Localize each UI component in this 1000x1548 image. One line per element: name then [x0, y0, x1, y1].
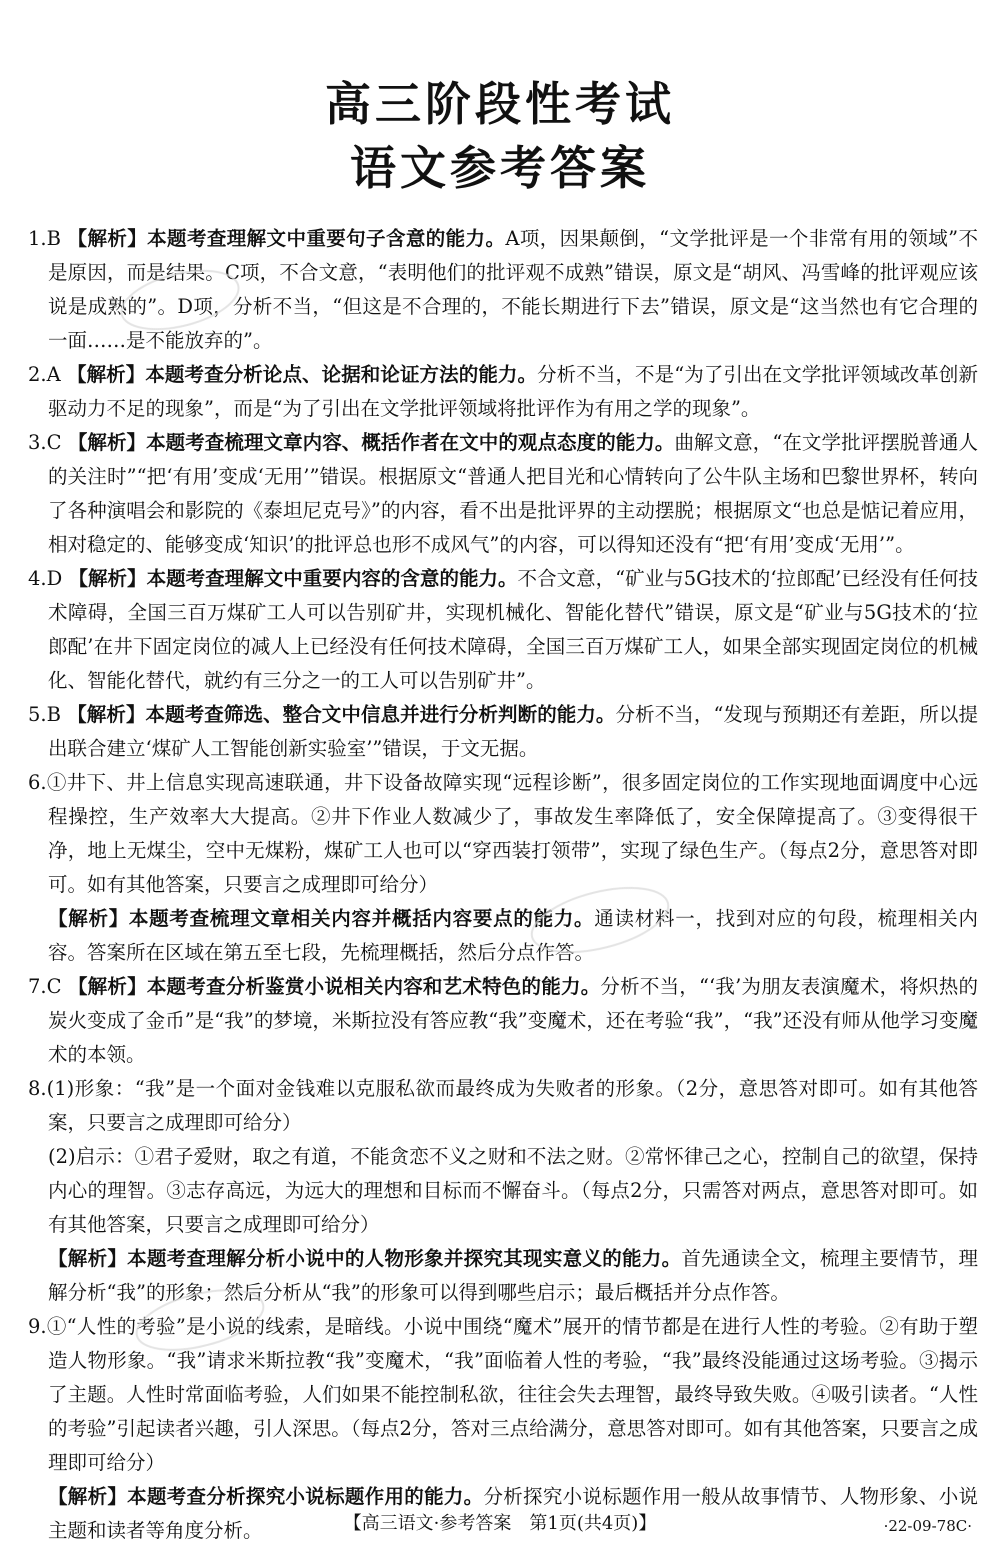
analysis-text: 曲解文意，“在文学批评摆脱普通人的关注时”“把‘有用’变成‘无用’”错误。根据原文“普通人把目光和心情转向了公牛队主场和巴黎世界杯，转向了各种演唱会和影院的《泰坦尼克号》”的内容，看不出是批评界的主动摆脱；根据原文“也总是惦记着应用，相对稳定的、能够变成‘知识’的批评总也形不成风气”的内容，可以得知还没有“把‘有用’变成‘无用’”。 — [48, 431, 978, 556]
analysis-block-8 — [28, 1242, 978, 1310]
answer-item-3 — [28, 426, 978, 562]
answer-item-5 — [28, 698, 978, 766]
question-number: 1.B — [28, 227, 61, 250]
analysis-text: 不合文意，“矿业与5G技术的‘拉郎配’已经没有任何技术障碍，全国三百万煤矿工人可以告别矿井，实现机械化、智能化替代”错误，原文是“矿业与5G技术的‘拉郎配’在井下固定岗位的减人上已经没有任何技术障碍，全国三百万煤矿工人，如果全部实现固定岗位的机械化、智能化替代，就约有三分之一的工人可以告别矿井”。 — [48, 567, 978, 692]
answer-part-1: (1)形象：“我”是一个面对金钱难以克服私欲而最终成为失败者的形象。（2分，意思答对即可。如有其他答案，只要言之成理即可给分） — [46, 1077, 978, 1134]
page-footer: 【高三语文·参考答案 第1页(共4页)】 — [343, 1513, 657, 1534]
analysis-heading: 【解析】本题考查筛选、整合文中信息并进行分析判断的能力。 — [67, 703, 616, 726]
question-number: 7.C — [28, 975, 62, 998]
analysis-text: 首先通读全文，梳理主要情节，理解分析“我”的形象；然后分析从“我”的形象可以得到哪些启示；最后概括并分点作答。 — [48, 1247, 978, 1304]
question-number: 6. — [28, 771, 47, 794]
analysis-heading: 【解析】本题考查分析论点、论据和论证方法的能力。 — [66, 363, 538, 386]
answer-item-7 — [28, 970, 978, 1072]
analysis-heading: 【解析】本题考查分析鉴赏小说相关内容和艺术特色的能力。 — [67, 975, 601, 998]
answer-item-9 — [28, 1310, 978, 1480]
analysis-text: 分析探究小说标题作用一般从故事情节、人物形象、小说主题和读者等角度分析。 — [48, 1485, 978, 1542]
answer-part-2-block — [28, 1140, 978, 1242]
page-title: 高三阶段性考试 — [325, 77, 675, 131]
analysis-text: 分析不当，“‘我’为朋友表演魔术，将炽热的炭火变成了金币”是“我”的梦境，米斯拉没有答应教“我”变魔术，还在考验“我”，“我”还没有师从他学习变魔术的本领。 — [48, 975, 978, 1066]
analysis-heading: 【解析】本题考查理解文中重要内容的含意的能力。 — [68, 567, 518, 590]
question-number: 5.B — [28, 703, 61, 726]
question-number: 9. — [28, 1315, 47, 1338]
answer-text: ①“人性的考验”是小说的线索，是暗线。小说中围绕“魔术”展开的情节都是在进行人性的考验。②有助于塑造人物形象。“我”请求米斯拉教“我”变魔术，“我”面临着人性的考验，“我”最终没能通过这场考验。③揭示了主题。人性时常面临考验，人们如果不能控制私欲，往往会失去理智，最终导致失败。④吸引读者。“人性的考验”引起读者兴趣，引人深思。（每点2分，答对三点给满分，意思答对即可。如有其他答案，只要言之成理即可给分） — [46, 1315, 978, 1474]
analysis-heading: 【解析】本题考查梳理文章内容、概括作者在文中的观点态度的能力。 — [67, 431, 675, 454]
question-number: 4.D — [28, 567, 63, 590]
answer-item-4 — [28, 562, 978, 698]
analysis-text: 通读材料一，找到对应的句段，梳理相关内容。答案所在区域在第五至七段，先梳理概括，然后分点作答。 — [48, 907, 978, 964]
answer-part-2: (2)启示：①君子爱财，取之有道，不能贪恋不义之财和不法之财。②常怀律己之心，控制自己的欲望，保持内心的理智。③志存高远，为远大的理想和目标而不懈奋斗。（每点2分，只需答对两点，意思答对即可。如有其他答案，只要言之成理即可给分） — [48, 1145, 978, 1236]
answer-item-8 — [28, 1072, 978, 1140]
answers-body — [28, 222, 978, 1548]
exam-code: ·22-09-78C· — [883, 1517, 972, 1535]
question-number: 2.A — [28, 363, 61, 386]
answer-item-6 — [28, 766, 978, 902]
answer-item-2 — [28, 358, 978, 426]
analysis-block-6 — [28, 902, 978, 970]
analysis-heading: 【解析】本题考查分析探究小说标题作用的能力。 — [48, 1485, 484, 1508]
answer-text: ①井下、井上信息实现高速联通，井下设备故障实现“远程诊断”，很多固定岗位的工作实现地面调度中心远程操控，生产效率大大提高。②井下作业人数减少了，事故发生率降低了，安全保障提高了。③变得很干净，地上无煤尘，空中无煤粉，煤矿工人也可以“穿西装打领带”，实现了绿色生产。（每点2分，意思答对即可。如有其他答案，只要言之成理即可给分） — [46, 771, 978, 896]
question-number: 3.C — [28, 431, 62, 454]
analysis-text: 分析不当，不是“为了引出在文学批评领域改革创新驱动力不足的现象”，而是“为了引出在文学批评领域将批评作为有用之学的现象”。 — [48, 363, 978, 420]
question-number: 8. — [28, 1077, 47, 1100]
analysis-text: 分析不当，“发现与预期还有差距，所以提出联合建立‘煤矿人工智能创新实验室’”错误，于文无据。 — [48, 703, 978, 760]
analysis-heading: 【解析】本题考查理解文中重要句子含意的能力。 — [67, 227, 506, 250]
answer-item-1 — [28, 222, 978, 358]
analysis-heading: 【解析】本题考查梳理文章相关内容并概括内容要点的能力。 — [48, 907, 595, 930]
analysis-text: A项，因果颠倒，“文学批评是一个非常有用的领域”不是原因，而是结果。C项，不合文意，“表明他们的批评观不成熟”错误，原文是“胡风、冯雪峰的批评观应该说是成熟的”。D项，分析不当，“但这是不合理的，不能长期进行下去”错误，原文是“这当然也有它合理的一面……是不能放弃的”。 — [48, 227, 978, 352]
analysis-heading: 【解析】本题考查理解分析小说中的人物形象并探究其现实意义的能力。 — [48, 1247, 682, 1270]
page-subtitle: 语文参考答案 — [350, 141, 650, 195]
